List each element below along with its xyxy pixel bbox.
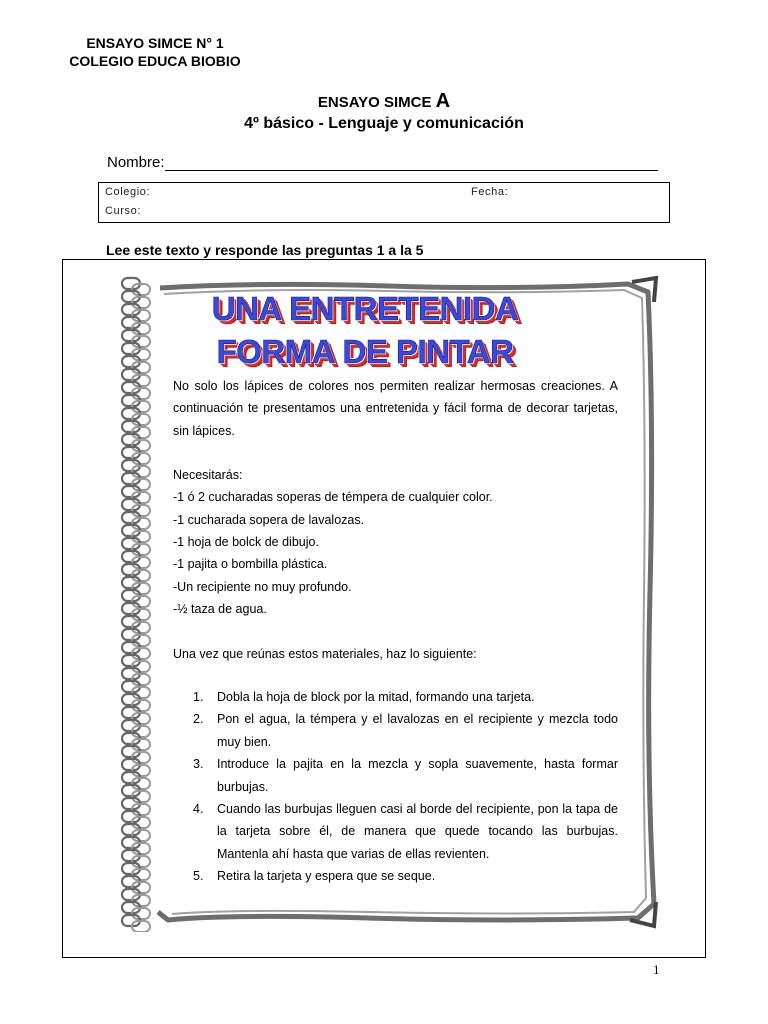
materials-item: -1 ó 2 cucharadas soperas de témpera de cualquier color. xyxy=(173,490,493,504)
reading-title-line2: FORMA DE PINTAR xyxy=(216,333,514,370)
step-text: Cuando las burbujas lleguen casi al borde del recipiente, pon la tapa de la tarjeta sobre él, de manera que quede tocando las burbujas. Mantenla ahí hasta que varias de ellas revienten. xyxy=(217,802,618,861)
exam-subtitle: 4º básico - Lenguaje y comunicación xyxy=(244,115,524,132)
step-number: 4. xyxy=(193,802,204,817)
curso-label: Curso: xyxy=(105,205,141,217)
step-item xyxy=(193,753,618,798)
materials-item: -1 pajita o bombilla plástica. xyxy=(173,557,328,571)
fecha-label: Fecha: xyxy=(471,186,509,198)
materials-item: -1 cucharada sopera de lavalozas. xyxy=(173,513,365,527)
exam-title-prefix: ENSAYO SIMCE xyxy=(317,94,436,111)
steps-list xyxy=(193,686,618,888)
step-text: Pon el agua, la témpera y el lavalozas en el recipiente y mezcla todo muy bien. xyxy=(217,712,618,749)
step-text: Dobla la hoja de block por la mitad, formando una tarjeta. xyxy=(217,690,535,704)
materials-item: -½ taza de agua. xyxy=(173,602,267,616)
step-item xyxy=(193,708,618,753)
step-item xyxy=(193,686,618,708)
exam-form-letter: A xyxy=(435,90,451,112)
chain-border-left xyxy=(122,278,150,932)
header-exam-number: ENSAYO SIMCE N° 1 xyxy=(86,35,224,51)
step-text: Introduce la pajita en la mezcla y sopla suavemente, hasta formar burbujas. xyxy=(217,757,618,794)
step-number: 2. xyxy=(193,712,204,727)
colegio-label: Colegio: xyxy=(105,186,151,198)
step-item xyxy=(193,798,618,865)
intro-paragraph: No solo los lápices de colores nos permiten realizar hermosas creaciones. A continuación te presentamos una entretenida y fácil forma de decorar tarjetas, sin lápices. xyxy=(173,379,618,438)
student-info-box xyxy=(98,182,670,223)
nombre-field[interactable] xyxy=(165,170,658,171)
step-number: 1. xyxy=(193,690,204,704)
materials-item: -Un recipiente no muy profundo. xyxy=(173,580,352,594)
step-item xyxy=(193,865,618,887)
materials-heading: Necesitarás: xyxy=(173,468,243,482)
steps-intro: Una vez que reúnas estos materiales, haz lo siguiente: xyxy=(173,647,477,661)
step-text: Retira la tarjeta y espera que se seque. xyxy=(217,869,436,884)
header-school-name: COLEGIO EDUCA BIOBIO xyxy=(69,53,241,69)
step-number: 3. xyxy=(193,757,204,772)
reading-instruction: Lee este texto y responde las preguntas 1 a la 5 xyxy=(106,242,424,258)
reading-title-line1: UNA ENTRETENIDA xyxy=(211,290,519,327)
page-number: 1 xyxy=(653,962,660,977)
exam-title xyxy=(0,90,768,113)
nombre-label: Nombre: xyxy=(107,154,165,171)
materials-item: -1 hoja de bolck de dibujo. xyxy=(173,535,319,549)
step-number: 5. xyxy=(193,869,204,884)
